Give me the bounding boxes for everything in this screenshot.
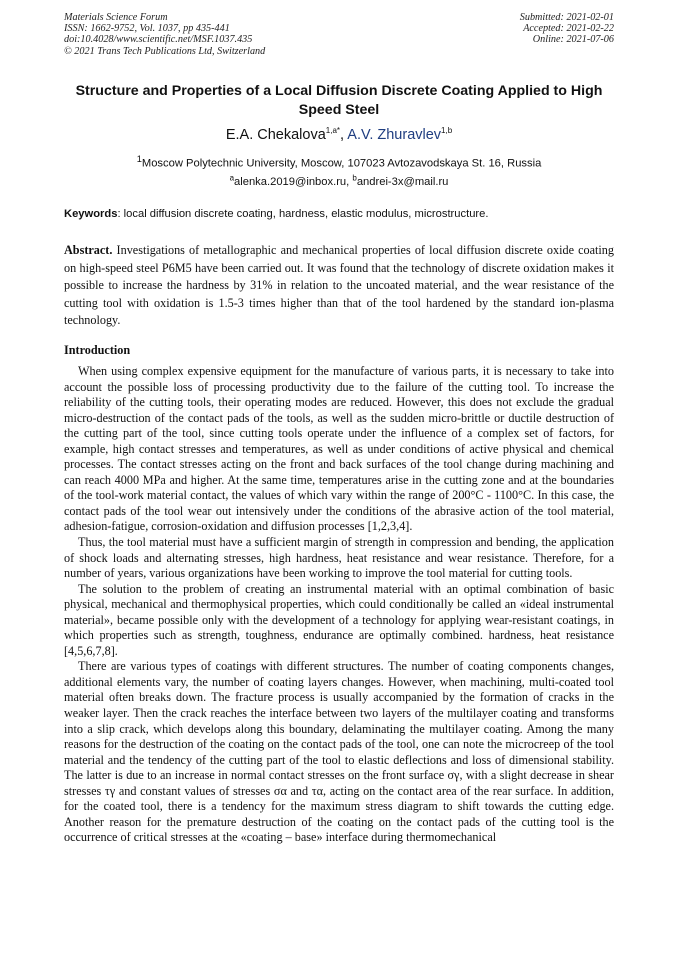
paragraph: When using complex expensive equipment for the manufacture of various parts, it is necessary to take into account the possible loss of processing productivity due to the failure of the cutting tool. To increase the reliability of the cutting tools, their operating modes are reduced. However, this does not exclude the gradual micro-destruction of the contact pads of the tools, as well as the sudden micro-brittle or ductile destruction of the cutting part of the tool, since cutting tools operate under the influence of a complex set of factors, for example, high contact stresses and temperatures, as well as under conditions of active physical and chemical processes. The contact stresses acting on the front and back surfaces of the tool change during machining and can reach 4000 MPa and higher. At the same time, temperatures arise in the cutting zone and at the boundaries of the tool-work material contact, the values of which vary within the range of 200°C - 1100°C. In this case, the contact pads of the tool wear out intensively under the conditions of the abrasive action of the tool material, adhesion-fatigue, corrosion-oxidation and diffusion processes [1,2,3,4]. (64, 364, 614, 534)
author-separator: , (340, 127, 348, 143)
online-date: Online: 2021-07-06 (532, 34, 614, 46)
doi-line: doi:10.4028/www.scientific.net/MSF.1037.435 (64, 34, 253, 46)
keywords-text: : local diffusion discrete coating, hardness, elastic modulus, microstructure. (117, 208, 489, 220)
email-b[interactable]: andrei-3x@mail.ru (356, 176, 449, 188)
author-2-sup: 1,b (441, 126, 453, 136)
author-1: E.A. Chekalova (225, 127, 326, 143)
email-a-sup: a (229, 173, 235, 183)
author-1-sup: 1,a* (325, 126, 341, 136)
journal-name: Materials Science Forum (64, 12, 168, 23)
introduction-body (64, 364, 614, 846)
paragraph: Thus, the tool material must have a sufficient margin of strength in compression and bending, the application of shock loads and alternating stresses, high hardness, heat resistance and wear resistance. Therefore, for a number of years, various organizations have been working to improve the tool material for cutting tools. (64, 535, 614, 581)
submitted-date: Submitted: 2021-02-01 (519, 12, 614, 23)
paper-title: Structure and Properties of a Local Diffusion Discrete Coating Applied to High Speed Steel (75, 83, 603, 118)
keywords (64, 207, 616, 222)
keywords-label: Keywords (64, 208, 118, 220)
abstract (64, 242, 614, 330)
abstract-text: Investigations of metallographic and mechanical properties of local diffusion discrete oxide coating on high-speed steel P6M5 have been carried out. It was found that the technology of discrete oxidation makes it possible to increase the hardness by 31% in relation to the uncoated material, and the wear resistance of the cutting tool with oxidation is 1.5-3 times higher than that of the tool hardened by the standard ion-plasma technology. (64, 243, 614, 328)
copyright-line: © 2021 Trans Tech Publications Ltd, Switzerland (64, 45, 266, 57)
author-line (60, 126, 618, 144)
affiliation (60, 152, 618, 172)
paragraph: There are various types of coatings with different structures. The number of coating components changes, additional elements vary, the number of coating layers changes. However, when machining, multi-coated tool material often breaks down. The fracture process is usually accompanied by the formation of cracks in the weaker layer. Then the crack reaches the interface between two layers of the multilayer coating and transforms into a slip crack, which develops along this boundary, delaminating the multilayer coating. Among the many reasons for the destruction of the coating on the contact pads of the tool, one can note the microcreep of the tool material and the tendency of the cutting part of the tool to elastic deflections and loss of dimensional stability. The latter is due to an increase in normal contact stresses on the front surface σγ, with a slight decrease in shear stresses τγ and constant values of stresses σα and τα, acting on the contact area of the rear surface. In addition, for the coated tool, there is a tendency for the maximum stress diagram to shift towards the cutting edge. Another reason for the premature destruction of the coating on the contact pads of the cutting tool is the occurrence of critical stresses at the «coating – base» interface during thermomechanical (64, 659, 614, 845)
journal-header (64, 12, 265, 57)
accepted-date: Accepted: 2021-02-22 (523, 23, 614, 35)
paragraph: The solution to the problem of creating an instrumental material with an optimal combination of basic physical, mechanical and thermophysical properties, which could conditionally be called an «ideal instrumental material», became possible only with the development of a technology for applying wear-resistant coatings, in which properties such as strength, toughness, endurance are optimally combined. hardness, heat resistance [4,5,6,7,8]. (64, 581, 614, 658)
email-b-sup: b (352, 173, 357, 183)
author-2[interactable]: A.V. Zhuravlev (347, 127, 442, 143)
affiliation-sup: 1 (136, 154, 142, 164)
dates-header (520, 12, 614, 46)
affiliation-text: Moscow Polytechnic University, Moscow, 107023 Avtozavodskaya St. 16, Russia (141, 157, 542, 170)
email-a[interactable]: alenka.2019@inbox.ru, (234, 176, 353, 188)
section-heading-introduction: Introduction (64, 343, 131, 357)
abstract-label: Abstract. (64, 243, 113, 257)
author-emails (60, 175, 618, 190)
issn-line: ISSN: 1662-9752, Vol. 1037, pp 435-441 (64, 23, 230, 35)
